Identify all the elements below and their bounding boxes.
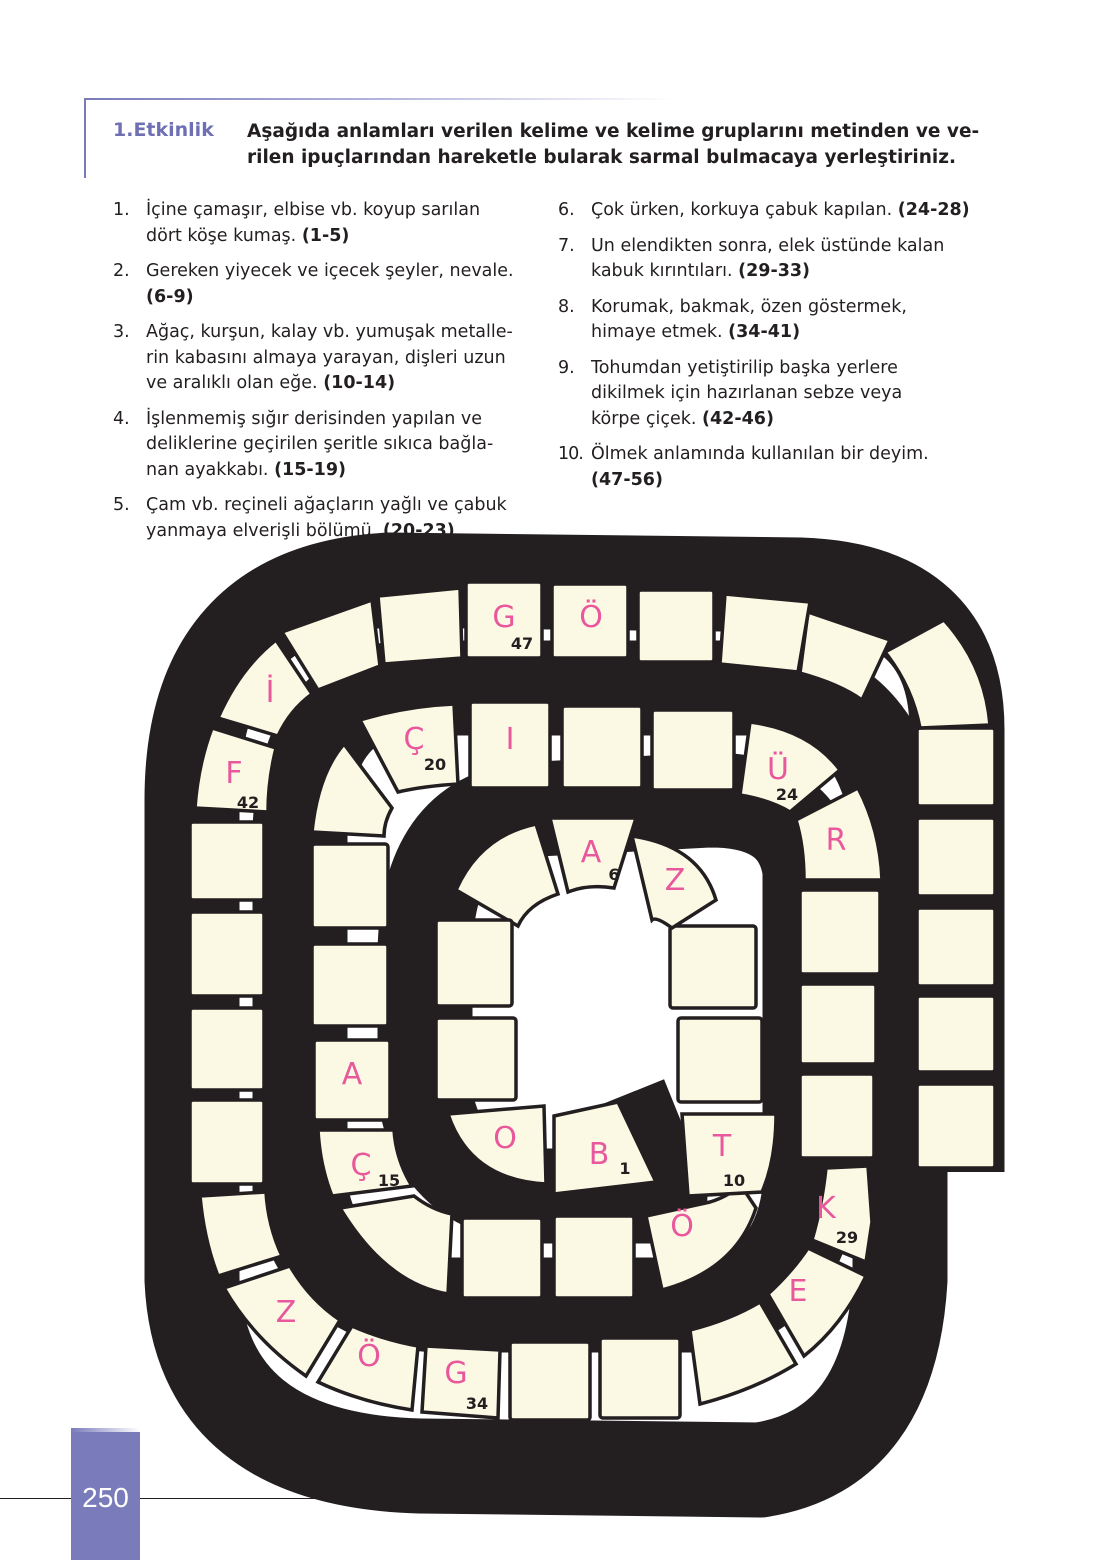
- hint-letter: Ü: [767, 752, 789, 787]
- hint-letter: Ç: [350, 1148, 372, 1183]
- puzzle-cell[interactable]: [436, 1018, 516, 1100]
- cell-number: 42: [236, 793, 260, 812]
- clue-number: 9.: [558, 357, 575, 378]
- puzzle-cell[interactable]: [600, 1338, 680, 1418]
- clue-text: İşlenmemiş sığır derisinden yapılan ve deliklerine geçirilen şeritle sıkıca bağla- nan ayakkabı.: [146, 408, 494, 480]
- puzzle-cell[interactable]: [436, 920, 512, 1006]
- puzzle-cell[interactable]: [800, 1074, 874, 1158]
- cell-number: 20: [423, 755, 447, 774]
- hint-letter: İ: [265, 675, 275, 710]
- hint-letter: T: [712, 1129, 732, 1164]
- puzzle-cell[interactable]: [312, 944, 388, 1026]
- clue-range: (10-14): [323, 373, 396, 393]
- clue-text: İçine çamaşır, elbise vb. koyup sarılan dört köşe kumaş.: [146, 200, 481, 246]
- clue-number: 6.: [558, 200, 575, 220]
- puzzle-cell[interactable]: [917, 1084, 995, 1168]
- cell-number: 24: [775, 785, 799, 804]
- clue-number: 3.: [113, 322, 130, 342]
- clue-range: (34-41): [728, 322, 801, 342]
- hint-letter: I: [505, 722, 515, 757]
- clue-text: Ağaç, kurşun, kalay vb. yumuşak metalle- rin kabasını almaya yarayan, dişleri uzun ve aralıklı olan eğe.: [146, 322, 513, 393]
- puzzle-cell[interactable]: [800, 984, 876, 1064]
- hint-letter: O: [493, 1121, 517, 1156]
- hint-letter: Ö: [357, 1339, 381, 1374]
- clue-text: Gereken yiyecek ve içecek şeyler, nevale.: [146, 261, 514, 281]
- clue-number: 4.: [113, 408, 130, 429]
- clue-range: (24-28): [897, 200, 970, 220]
- puzzle-cell[interactable]: [917, 818, 995, 896]
- cell-number: 47: [510, 634, 534, 653]
- activity-instruction: Aşağıda anlamları verilen kelime ve kelime gruplarını metinden ve ve- rilen ipuçlarından hareketle bularak sarmal bulmacaya yerleştiriniz.: [247, 121, 980, 168]
- clue-number: 8.: [558, 296, 575, 317]
- footer-rule-left: [0, 1498, 71, 1499]
- hint-letter: F: [225, 756, 243, 791]
- hint-letter: Ö: [579, 600, 603, 635]
- clue-range: (47-56): [591, 469, 663, 490]
- clue-number: 5.: [113, 495, 130, 515]
- cell-number: 6: [608, 865, 620, 884]
- clue-text: Çam vb. reçineli ağaçların yağlı ve çabuk yanmaya elverişli bölümü.: [146, 495, 507, 541]
- clue-range: (42-46): [701, 408, 774, 429]
- hint-letter: B: [588, 1137, 610, 1172]
- puzzle-cell[interactable]: [800, 890, 880, 974]
- clue-text: Çok ürken, korkuya çabuk kapılan.: [591, 200, 898, 220]
- puzzle-cell[interactable]: [670, 926, 756, 1008]
- cell-number: 29: [835, 1228, 859, 1247]
- puzzle-cell[interactable]: [190, 1100, 264, 1184]
- footer-rule: [140, 1498, 365, 1499]
- clue-range: (29-33): [738, 261, 811, 281]
- clue-number: 1.: [113, 200, 130, 220]
- puzzle-cell[interactable]: [554, 1216, 634, 1298]
- puzzle-cell[interactable]: [720, 594, 810, 672]
- page-number: 250: [82, 1482, 129, 1513]
- clue-text: Ölmek anlamında kullanılan bir deyim.: [591, 444, 929, 464]
- clue-range: (15-19): [274, 459, 347, 480]
- puzzle-cell[interactable]: [378, 588, 462, 664]
- puzzle-cell[interactable]: [190, 1008, 264, 1090]
- hint-letter: K: [816, 1191, 836, 1226]
- cell-number: 1: [619, 1159, 631, 1178]
- puzzle-cell[interactable]: [917, 996, 995, 1072]
- puzzle-cell[interactable]: [462, 1218, 542, 1298]
- subject-name: Sanat: [381, 1481, 457, 1513]
- clue-range: (6-9): [146, 286, 194, 307]
- hint-letter: Z: [275, 1295, 297, 1330]
- hint-letter: Ö: [670, 1209, 694, 1244]
- puzzle-cell[interactable]: [917, 728, 995, 806]
- cell-number: 15: [377, 1171, 401, 1190]
- clue-text: Korumak, bakmak, özen göstermek, himaye etmek.: [591, 296, 907, 342]
- puzzle-cell[interactable]: [190, 822, 264, 900]
- hint-letter: E: [788, 1274, 808, 1309]
- puzzle-cell[interactable]: [190, 912, 264, 996]
- hint-letter: A: [341, 1057, 363, 1092]
- clue-number: 7.: [558, 235, 575, 256]
- clue-range: (1-5): [301, 225, 350, 246]
- activity-label: 1.Etkinlik: [113, 119, 214, 141]
- puzzle-cell[interactable]: [678, 1018, 762, 1102]
- hint-letter: G: [492, 600, 516, 635]
- puzzle-cell[interactable]: [312, 844, 388, 928]
- clue-number: 10.: [558, 444, 583, 464]
- clue-range: (20-23): [382, 520, 455, 541]
- cell-number: 34: [465, 1394, 489, 1413]
- clue-text: Tohumdan yetiştirilip başka yerlere dikilmek için hazırlanan sebze veya körpe çiçek.: [591, 357, 903, 429]
- hint-letter: A: [580, 835, 602, 870]
- puzzle-cell[interactable]: [562, 706, 642, 788]
- cell-number: 10: [722, 1171, 746, 1190]
- hint-letter: G: [444, 1356, 468, 1391]
- puzzle-cell[interactable]: [652, 710, 734, 790]
- hint-letter: R: [825, 823, 847, 858]
- puzzle-cell[interactable]: [638, 590, 714, 662]
- hint-letter: Ç: [403, 722, 425, 757]
- clue-number: 2.: [113, 261, 130, 281]
- hint-letter: Z: [664, 863, 686, 898]
- clue-text: Un elendikten sonra, elek üstünde kalan kabuk kırıntıları.: [591, 235, 945, 281]
- puzzle-cell[interactable]: [510, 1342, 590, 1420]
- puzzle-cell[interactable]: [917, 908, 995, 986]
